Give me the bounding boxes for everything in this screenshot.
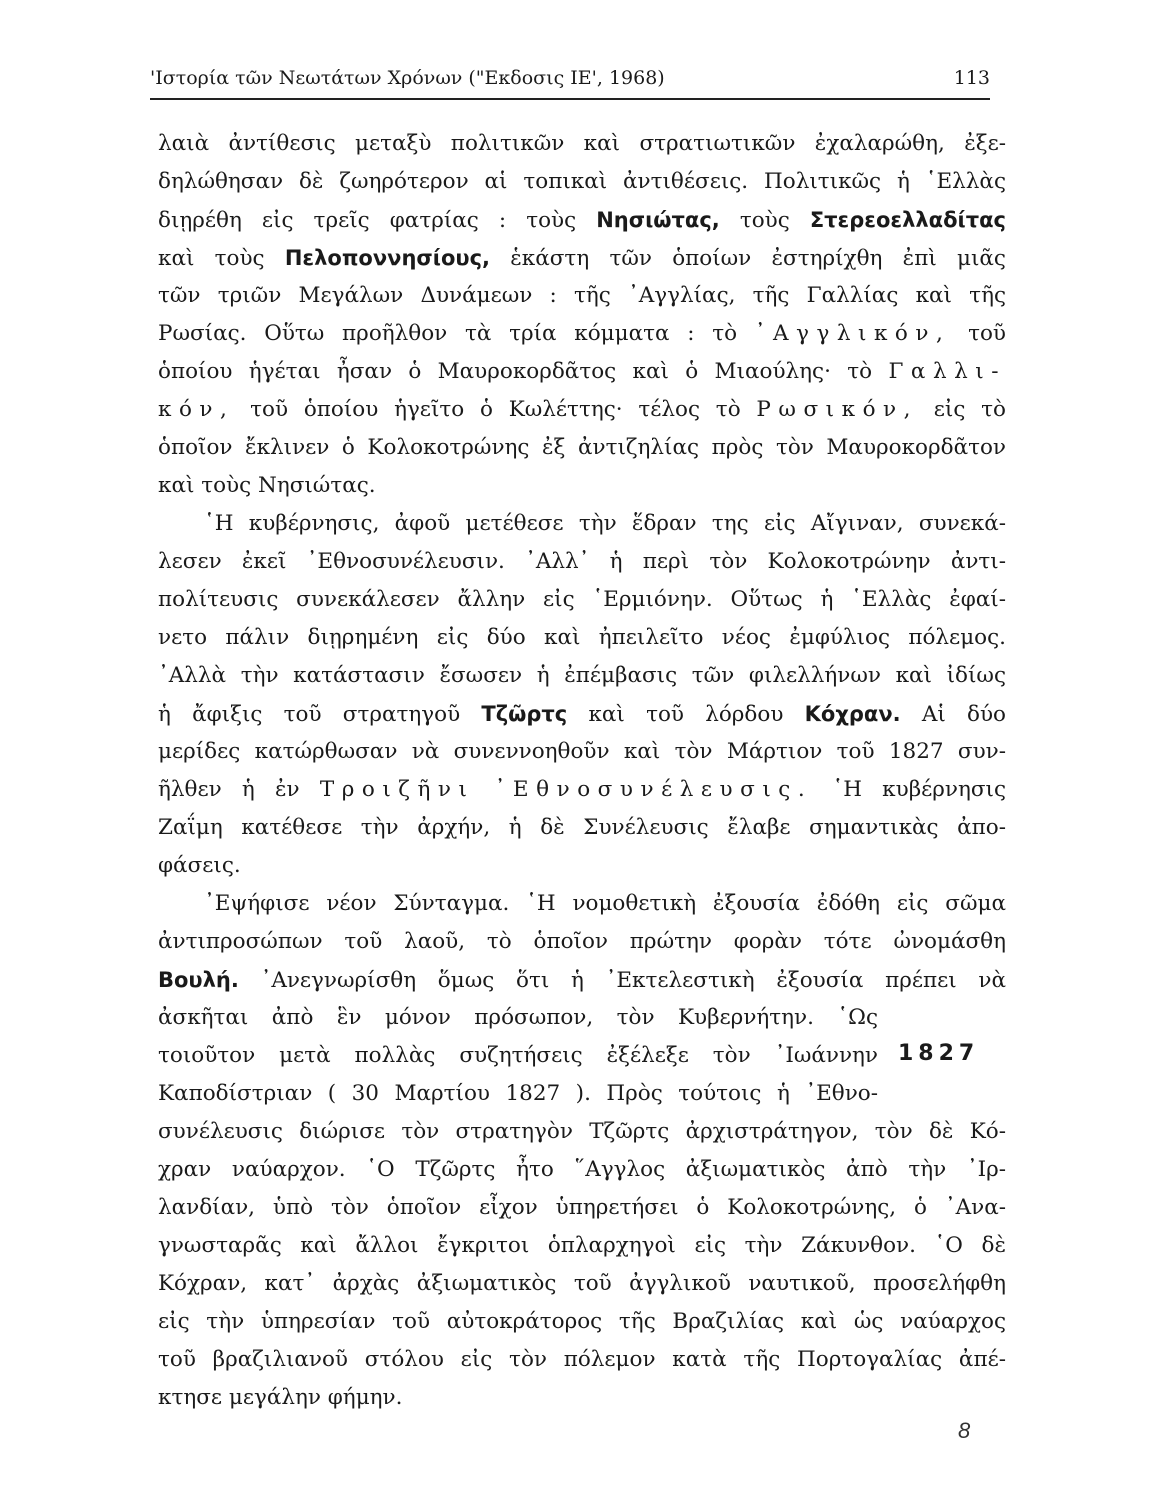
header-rule bbox=[150, 98, 990, 100]
text-line: τοῦ βραζιλιανοῦ στόλου εἰς τὸν πόλεμον κατὰ τῆς Πορτογαλίας ἀπέ- bbox=[158, 1347, 1006, 1372]
text-line: δηλώθησαν δὲ ζωηρότερον αἱ τοπικαὶ ἀντιθέσεις. Πολιτικῶς ἡ ῾Ελλὰς bbox=[158, 169, 1006, 194]
text-line: ἀντιπροσώπων τοῦ λαοῦ, τὸ ὁποῖον πρώτην φορὰν τότε ὠνομάσθη bbox=[158, 929, 1006, 954]
text-line: ἀσκῆται ἀπὸ ἓν μόνον πρόσωπον, τὸν Κυβερνήτην. ῾Ως bbox=[158, 1005, 878, 1030]
text-line: ἡ ἄφιξις τοῦ στρατηγοῦ Τζῶρτς καὶ τοῦ λόρδου Κόχραν. Αἱ δύο bbox=[158, 702, 1006, 727]
spaced-term: Τροιζῆνι bbox=[319, 777, 475, 802]
margin-year-note: 1827 bbox=[898, 1041, 980, 1066]
text-line: ᾿Εψήφισε νέον Σύνταγμα. ῾Η νομοθετικὴ ἐξουσία ἐδόθη εἰς σῶμα bbox=[204, 891, 1006, 916]
text-line: Βουλή. ᾿Ανεγνωρίσθη ὅμως ὅτι ἡ ᾿Εκτελεστικὴ ἐξουσία πρέπει νὰ bbox=[158, 968, 1006, 993]
text-line: ὁποίου ἡγέται ἦσαν ὁ Μαυροκορδᾶτος καὶ ὁ Μιαούλης· τὸ Γαλλι- bbox=[158, 359, 1006, 384]
text-line: κτησε μεγάλην φήμην. bbox=[158, 1385, 403, 1410]
text-line: ᾿Αλλὰ τὴν κατάστασιν ἔσωσεν ἡ ἐπέμβασις τῶν φιλελλήνων καὶ ἰδίως bbox=[158, 663, 1006, 688]
text-line: λαιὰ ἀντίθεσις μεταξὺ πολιτικῶν καὶ στρατιωτικῶν ἐχαλαρώθη, ἐξε- bbox=[158, 131, 1006, 156]
spaced-term: Γαλλι- bbox=[888, 359, 1006, 384]
text-line: πολίτευσις συνεκάλεσεν ἄλλην εἰς ῾Ερμιόνην. Οὕτως ἡ ῾Ελλὰς ἐφαί- bbox=[158, 587, 1006, 612]
text-line: καὶ τοὺς Νησιώτας. bbox=[158, 473, 376, 498]
text-line: νετο πάλιν διῃρημένη εἰς δύο καὶ ἠπειλεῖτο νέος ἐμφύλιος πόλεμος. bbox=[158, 625, 1006, 650]
running-title: 'Ιστορία τῶν Νεωτάτων Χρόνων ("Εκδοσις ΙΕ', 1968) bbox=[150, 67, 665, 89]
text-line: κόν, τοῦ ὁποίου ἡγεῖτο ὁ Κωλέττης· τέλος τὸ Ρωσικόν, εἰς τὸ bbox=[158, 397, 1006, 422]
spaced-term: ᾿Εθνοσυνέλευσις. bbox=[494, 777, 813, 802]
text-line: ῆλθεν ἡ ἐν Τροιζῆνι ᾿Εθνοσυνέλευσις. ῾Η κυβέρνησις bbox=[158, 777, 1006, 802]
bold-term: Στερεοελλαδίτας bbox=[809, 208, 1006, 232]
page-header bbox=[150, 58, 990, 98]
bold-term: Βουλή. bbox=[158, 968, 239, 992]
text-line: τοιοῦτον μετὰ πολλὰς συζητήσεις ἐξέλεξε τὸν ᾿Ιωάννην bbox=[158, 1043, 878, 1068]
text-line: τῶν τριῶν Μεγάλων Δυνάμεων : τῆς ᾿Αγγλίας, τῆς Γαλλίας καὶ τῆς bbox=[158, 283, 1006, 308]
spaced-term: ᾿Αγγλικόν, bbox=[754, 321, 951, 346]
text-line: Καποδίστριαν ( 30 Μαρτίου 1827 ). Πρὸς τούτοις ἡ ᾿Εθνο- bbox=[158, 1081, 878, 1106]
text-line: καὶ τοὺς Πελοποννησίους, ἑκάστη τῶν ὁποίων ἐστηρίχθη ἐπὶ μιᾶς bbox=[158, 246, 1006, 271]
text-line: ὁποῖον ἔκλινεν ὁ Κολοκοτρώνης ἐξ ἀντιζηλίας πρὸς τὸν Μαυροκορδᾶτον bbox=[158, 435, 1006, 460]
spaced-term: κόν, bbox=[158, 397, 235, 422]
text-line: μερίδες κατώρθωσαν νὰ συνεννοηθοῦν καὶ τὸν Μάρτιον τοῦ 1827 συν- bbox=[158, 739, 1006, 764]
text-line: εἰς τὴν ὑπηρεσίαν τοῦ αὐτοκράτορος τῆς Βραζιλίας καὶ ὡς ναύαρχος bbox=[158, 1309, 1006, 1334]
text-line: γνωσταρᾶς καὶ ἄλλοι ἔγκριτοι ὁπλαρχηγοὶ εἰς τὴν Ζάκυνθον. ῾Ο δὲ bbox=[158, 1233, 1006, 1258]
text-line: Ρωσίας. Οὕτω προῆλθον τὰ τρία κόμματα : τὸ ᾿Αγγλικόν, τοῦ bbox=[158, 321, 1006, 346]
text-line: λανδίαν, ὑπὸ τὸν ὁποῖον εἶχον ὑπηρετήσει ὁ Κολοκοτρώνης, ὁ ᾿Ανα- bbox=[158, 1195, 1006, 1220]
bold-term: Κόχραν. bbox=[804, 702, 901, 726]
bold-term: Πελοποννησίους, bbox=[284, 246, 490, 270]
text-line: λεσεν ἐκεῖ ᾿Εθνοσυνέλευσιν. ᾿Αλλ᾿ ἡ περὶ τὸν Κολοκοτρώνην ἀντι- bbox=[158, 549, 1006, 574]
bold-term: Τζῶρτς bbox=[481, 702, 568, 726]
page-number: 113 bbox=[953, 67, 990, 89]
text-line: χραν ναύαρχον. ῾Ο Τζῶρτς ἦτο ῞Αγγλος ἀξιωματικὸς ἀπὸ τὴν ᾿Ιρ- bbox=[158, 1157, 1006, 1182]
handwritten-page-mark: 8 bbox=[958, 1418, 971, 1443]
text-line: Ζαΐμη κατέθεσε τὴν ἀρχήν, ἡ δὲ Συνέλευσις ἔλαβε σημαντικὰς ἀπο- bbox=[158, 815, 1006, 840]
text-line: Κόχραν, κατ᾿ ἀρχὰς ἀξιωματικὸς τοῦ ἀγγλικοῦ ναυτικοῦ, προσελήφθη bbox=[158, 1271, 1006, 1296]
spaced-term: Ρωσικόν, bbox=[756, 397, 918, 422]
bold-term: Νησιώτας, bbox=[596, 208, 720, 232]
text-line: διῃρέθη εἰς τρεῖς φατρίας : τοὺς Νησιώτας, τοὺς Στερεοελλαδίτας bbox=[158, 208, 1006, 233]
text-line: συνέλευσις διώρισε τὸν στρατηγὸν Τζῶρτς ἀρχιστράτηγον, τὸν δὲ Κό- bbox=[158, 1119, 1006, 1144]
text-line: ῾Η κυβέρνησις, ἀφοῦ μετέθεσε τὴν ἕδραν της εἰς Αἴγιναν, συνεκά- bbox=[204, 511, 1006, 536]
text-line: φάσεις. bbox=[158, 853, 241, 878]
